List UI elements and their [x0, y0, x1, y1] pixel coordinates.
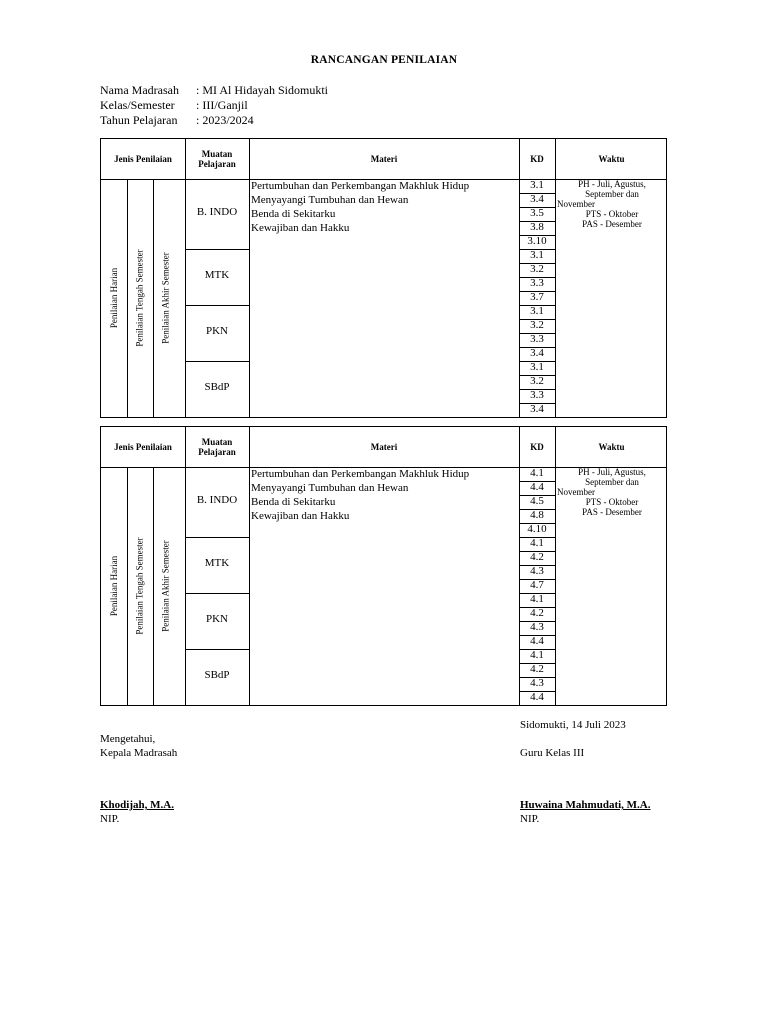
kd-cell: 4.1 [519, 593, 555, 608]
kd-cell: 4.5 [519, 495, 555, 510]
materi-item: Menyayangi Tumbuhan dan Hewan [251, 194, 409, 206]
header-materi: Materi [370, 154, 398, 164]
kd-cell: 4.7 [519, 579, 555, 594]
waktu-line: PH - Juli, Agustus, [578, 179, 646, 189]
waktu-line: September dan [585, 477, 639, 487]
teacher-name: Huwaina Mahmudati, M.A. [520, 799, 651, 811]
materi-list [251, 179, 469, 235]
info-row-class: Kelas/Semester : III/Ganjil [100, 98, 248, 112]
kd-cell: 3.2 [519, 263, 555, 278]
waktu-line: PAS - Desember [582, 219, 642, 229]
jenis-label: Penilaian Tengah Semester [135, 249, 145, 347]
kd-cell: 4.8 [519, 509, 555, 524]
teacher-nip: NIP. [520, 813, 540, 825]
waktu-line: November [557, 199, 595, 209]
subject-divider [185, 649, 249, 650]
materi-item: Pertumbuhan dan Perkembangan Makhluk Hidup [251, 180, 470, 192]
column-divider [249, 139, 250, 417]
headmaster-name: Khodijah, M.A. [100, 799, 174, 811]
kd-cell: 3.1 [519, 305, 555, 320]
materi-item: Benda di Sekitarku [251, 496, 336, 508]
kd-cell: 4.1 [519, 649, 555, 664]
kd-cell: 4.3 [519, 565, 555, 580]
column-divider [555, 139, 556, 417]
subject-cell: MTK [204, 557, 230, 569]
waktu-line: PTS - Oktober [585, 209, 639, 219]
left-sign-line1: Mengetahui, [100, 733, 156, 745]
kd-cell: 3.10 [519, 235, 555, 250]
kd-cell: 4.4 [519, 635, 555, 650]
subject-cell: PKN [205, 325, 228, 337]
assessment-table [100, 426, 667, 706]
kd-cell: 3.3 [519, 333, 555, 348]
materi-item: Pertumbuhan dan Perkembangan Makhluk Hidup [251, 468, 470, 480]
subject-divider [185, 593, 249, 594]
waktu-cell [557, 179, 667, 229]
kd-cell: 4.2 [519, 663, 555, 678]
waktu-line: November [557, 487, 595, 497]
jenis-column-1 [101, 179, 127, 417]
header-jenis-penilaian: Jenis Penilaian [114, 442, 172, 452]
left-signature-name [100, 798, 174, 826]
kd-cell: 3.7 [519, 291, 555, 306]
waktu-line: PH - Juli, Agustus, [578, 467, 646, 477]
kd-cell: 3.8 [519, 221, 555, 236]
kd-cell: 3.1 [519, 361, 555, 376]
subject-cell: B. INDO [196, 494, 238, 506]
kd-cell: 4.1 [519, 537, 555, 552]
header-waktu: Waktu [598, 154, 625, 164]
header-jenis-penilaian: Jenis Penilaian [114, 154, 172, 164]
kd-cell: 3.4 [519, 347, 555, 362]
jenis-column-2 [127, 467, 153, 705]
subject-cell: SBdP [204, 381, 230, 393]
subject-cell: PKN [205, 613, 228, 625]
info-row-school: Nama Madrasah : MI Al Hidayah Sidomukti [100, 83, 328, 97]
jenis-column-1 [101, 467, 127, 705]
kd-cell: 4.1 [519, 467, 555, 482]
headmaster-nip: NIP. [100, 813, 120, 825]
left-sign-line2: Kepala Madrasah [100, 747, 178, 759]
header-materi: Materi [370, 442, 398, 452]
subject-cell: SBdP [204, 669, 230, 681]
kd-cell: 3.3 [519, 277, 555, 292]
kd-cell: 3.3 [519, 389, 555, 404]
subject-divider [185, 537, 249, 538]
waktu-line: September dan [585, 189, 639, 199]
right-signature-name [520, 798, 651, 826]
jenis-column-3 [153, 179, 179, 417]
materi-item: Kewajiban dan Hakku [251, 510, 350, 522]
subject-divider [185, 305, 249, 306]
subject-divider [185, 249, 249, 250]
header-waktu: Waktu [598, 442, 625, 452]
jenis-label: Penilaian Tengah Semester [135, 537, 145, 635]
kd-cell: 3.2 [519, 319, 555, 334]
header-muatan-pelajaran: Muatan Pelajaran [198, 437, 236, 457]
jenis-label: Penilaian Akhir Semester [161, 252, 172, 344]
kd-cell: 3.4 [519, 403, 555, 418]
left-signature-block [100, 732, 177, 760]
materi-list [251, 467, 469, 523]
kd-cell: 3.1 [519, 179, 555, 194]
place-date: Sidomukti, 14 Juli 2023 [520, 719, 626, 731]
kd-cell: 3.2 [519, 375, 555, 390]
waktu-line: PAS - Desember [582, 507, 642, 517]
page-title: RANCANGAN PENILAIAN [310, 54, 458, 66]
kd-cell: 3.1 [519, 249, 555, 264]
jenis-column-3 [153, 467, 179, 705]
kd-cell: 4.3 [519, 621, 555, 636]
right-sign-line1: Guru Kelas III [520, 747, 585, 759]
materi-item: Kewajiban dan Hakku [251, 222, 350, 234]
kd-cell: 4.2 [519, 551, 555, 566]
kd-cell: 4.3 [519, 677, 555, 692]
jenis-label: Penilaian Akhir Semester [161, 540, 172, 632]
jenis-column-2 [127, 179, 153, 417]
assessment-table [100, 138, 667, 418]
right-signature-block [520, 746, 584, 760]
kd-cell: 3.4 [519, 193, 555, 208]
subject-cell: B. INDO [196, 206, 238, 218]
materi-item: Benda di Sekitarku [251, 208, 336, 220]
header-kd: KD [530, 442, 544, 452]
subject-divider [185, 361, 249, 362]
kd-cell: 4.4 [519, 481, 555, 496]
kd-cell: 4.2 [519, 607, 555, 622]
header-muatan-pelajaran: Muatan Pelajaran [198, 149, 236, 169]
header-kd: KD [530, 154, 544, 164]
waktu-line: PTS - Oktober [585, 497, 639, 507]
kd-cell: 4.10 [519, 523, 555, 538]
subject-cell: MTK [204, 269, 230, 281]
column-divider [249, 427, 250, 705]
jenis-label: Penilaian Harian [109, 267, 120, 329]
info-row-year: Tahun Pelajaran : 2023/2024 [100, 113, 254, 127]
materi-item: Menyayangi Tumbuhan dan Hewan [251, 482, 409, 494]
column-divider [555, 427, 556, 705]
school-info [100, 83, 328, 128]
kd-cell: 3.5 [519, 207, 555, 222]
waktu-cell [557, 467, 667, 517]
kd-cell: 4.4 [519, 691, 555, 706]
jenis-label: Penilaian Harian [109, 555, 120, 617]
